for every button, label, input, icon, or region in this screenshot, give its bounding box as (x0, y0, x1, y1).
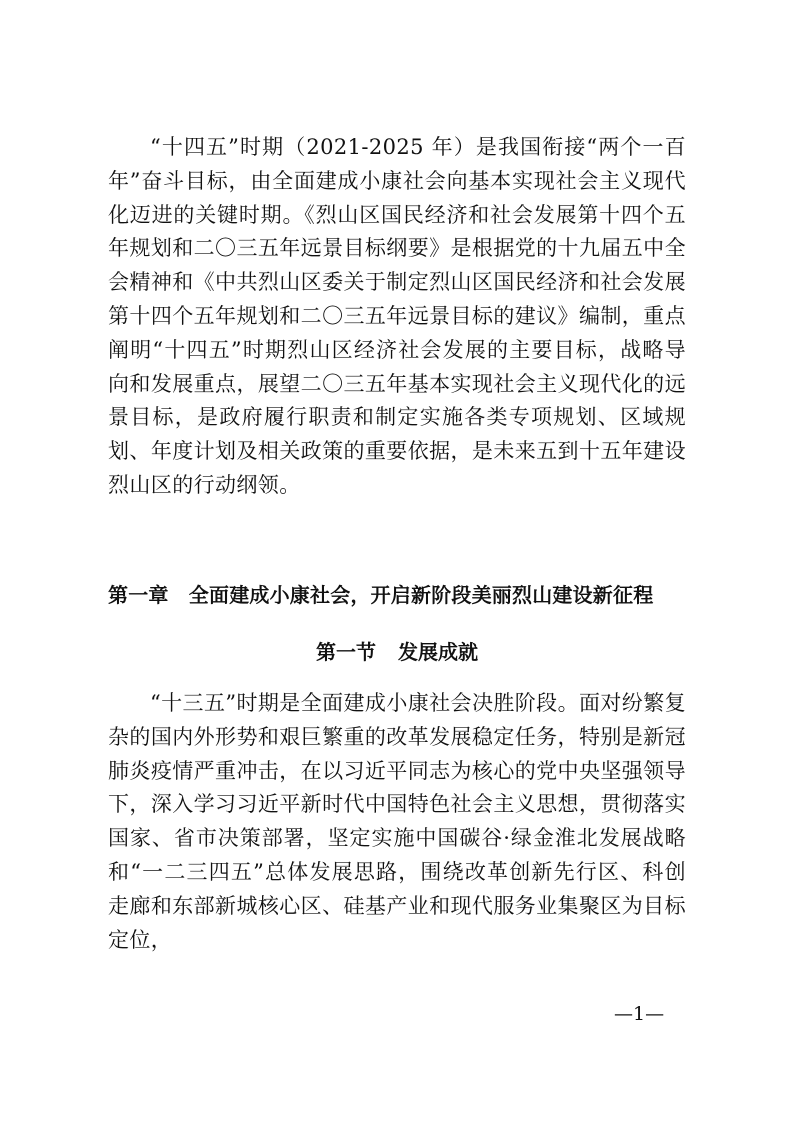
chapter-heading: 第一章 全面建成小康社会，开启新阶段美丽烈山建设新征程 (108, 583, 654, 607)
section-heading (0, 635, 794, 669)
section-number: 第一节 (316, 640, 376, 664)
section-title: 发展成就 (398, 640, 478, 664)
section-paragraph: “十三五”时期是全面建成小康社会决胜阶段。面对纷繁复杂的国内外形势和艰巨繁重的改革发展稳定任务，特别是新冠肺炎疫情严重冲击，在以习近平同志为核心的党中央坚强领导下，深入学习习近平新时代中国特色社会主义思想，贯彻落实国家、省市决策部署，坚定实施中国碳谷·绿金淮北发展战略和“一二三四五”总体发展思路，围绕改革创新先行区、科创走廊和东部新城核心区、硅基产业和现代服务业集聚区为目标定位， (108, 691, 686, 952)
page-number: —1— (614, 1003, 665, 1025)
intro-paragraph: “十四五”时期（2021-2025 年）是我国衔接“两个一百年”奋斗目标，由全面建成小康社会向基本实现社会主义现代化迈进的关键时期。《烈山区国民经济和社会发展第十四个五年规划和二〇三五年远景目标纲要》是根据党的十九届五中全会精神和《中共烈山区委关于制定烈山区国民经济和社会发展第十四个五年规划和二〇三五年远景目标的建议》编制，重点阐明“十四五”时期烈山区经济社会发展的主要目标，战略导向和发展重点，展望二〇三五年基本实现社会主义现代化的远景目标，是政府履行职责和制定实施各类专项规划、区域规划、年度计划及相关政策的重要依据，是未来五到十五年建设烈山区的行动纲领。 (108, 135, 686, 497)
